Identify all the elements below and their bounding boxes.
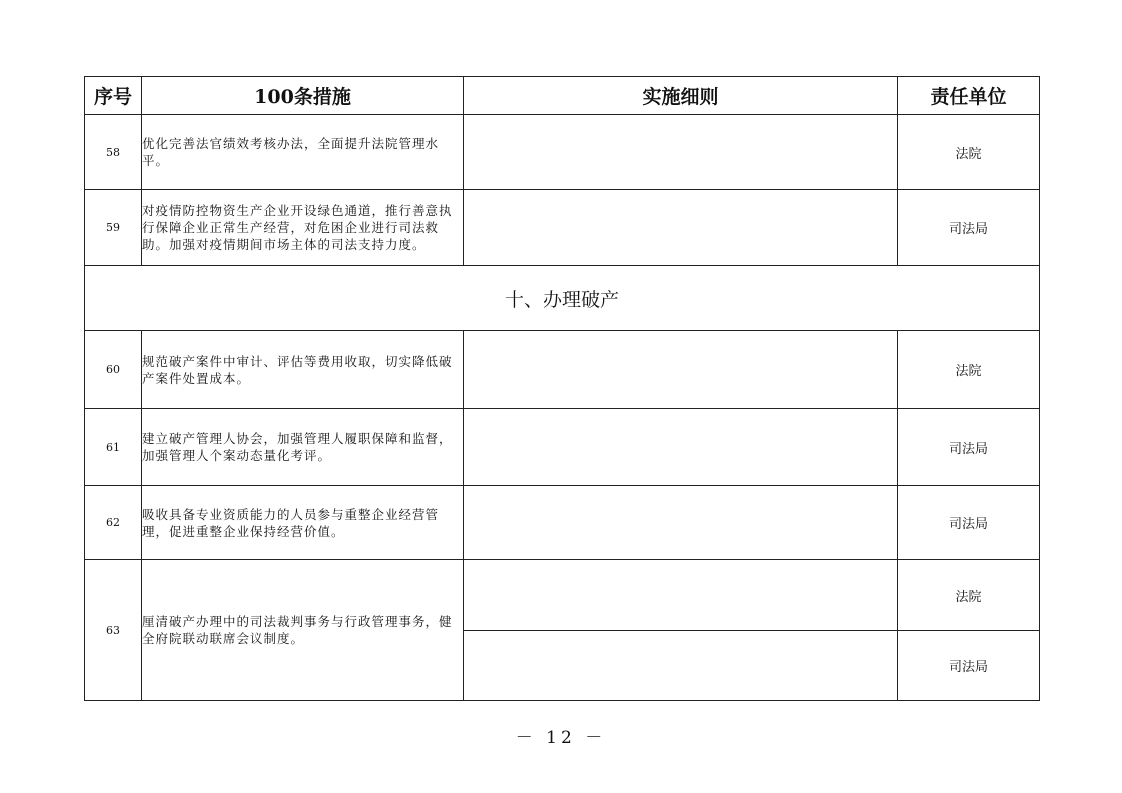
header-measure: 100条措施 [142, 77, 464, 115]
row-unit: 司法局 [898, 486, 1040, 560]
header-no: 序号 [85, 77, 142, 115]
row-measure: 对疫情防控物资生产企业开设绿色通道，推行善意执行保障企业正常生产经营，对危困企业进行司法救助。加强对疫情期间市场主体的司法支持力度。 [142, 190, 464, 266]
row-measure: 建立破产管理人协会，加强管理人履职保障和监督，加强管理人个案动态量化考评。 [142, 409, 464, 486]
row-detail [464, 331, 898, 409]
table-row [85, 331, 1040, 409]
row-number: 62 [85, 486, 142, 560]
row-measure: 规范破产案件中审计、评估等费用收取，切实降低破产案件处置成本。 [142, 331, 464, 409]
header-row [85, 77, 1040, 115]
row-detail [464, 560, 898, 631]
row-number: 60 [85, 331, 142, 409]
row-number: 61 [85, 409, 142, 486]
table-row [85, 486, 1040, 560]
row-measure: 优化完善法官绩效考核办法，全面提升法院管理水平。 [142, 115, 464, 190]
row-unit: 法院 [898, 115, 1040, 190]
row-detail [464, 115, 898, 190]
measures-table [84, 76, 1040, 701]
row-measure: 厘清破产办理中的司法裁判事务与行政管理事务，健全府院联动联席会议制度。 [142, 560, 464, 701]
table-row [85, 115, 1040, 190]
row-unit: 法院 [898, 331, 1040, 409]
row-detail [464, 631, 898, 701]
page-number: － 12 － [515, 728, 607, 748]
row-unit: 司法局 [898, 409, 1040, 486]
row-number: 58 [85, 115, 142, 190]
row-number: 59 [85, 190, 142, 266]
header-unit: 责任单位 [898, 77, 1040, 115]
header-detail: 实施细则 [464, 77, 898, 115]
row-unit: 法院 [898, 560, 1040, 631]
row-detail [464, 486, 898, 560]
row-unit: 司法局 [898, 190, 1040, 266]
table-row [85, 190, 1040, 266]
table-row [85, 409, 1040, 486]
section-row [85, 266, 1040, 331]
section-title: 十、办理破产 [85, 266, 1040, 331]
row-unit: 司法局 [898, 631, 1040, 701]
row-detail [464, 190, 898, 266]
table-row [85, 560, 1040, 631]
row-detail [464, 409, 898, 486]
row-measure: 吸收具备专业资质能力的人员参与重整企业经营管理，促进重整企业保持经营价值。 [142, 486, 464, 560]
row-number: 63 [85, 560, 142, 701]
